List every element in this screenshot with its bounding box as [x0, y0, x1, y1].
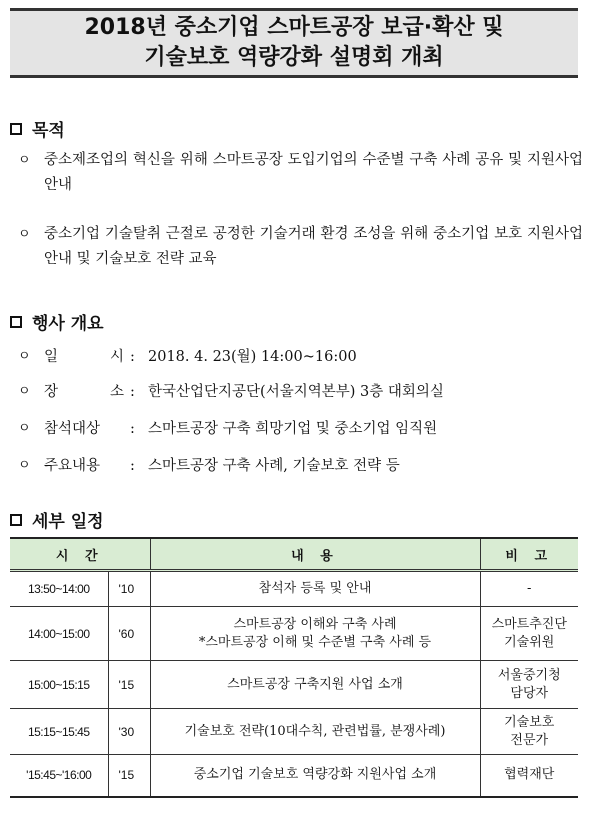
time-cell: 15:00~15:15: [10, 661, 108, 709]
table-row: [10, 709, 578, 755]
header-time: 시 간: [10, 538, 150, 571]
header-content: 내 용: [150, 538, 480, 571]
overview-item-attendees: ㅇ 참석대상 : 스마트공장 구축 희망기업 및 중소기업 임직원: [18, 417, 583, 441]
note-cell: 스마트추진단 기술위원: [480, 607, 578, 661]
time-cell: '15:45~'16:00: [10, 755, 108, 797]
content-cell: 참석자 등록 및 안내: [150, 571, 480, 607]
duration-cell: '30: [108, 709, 150, 755]
content-cell: 기술보호 전략(10대수칙, 관련법률, 분쟁사례): [150, 709, 480, 755]
time-cell: 15:15~15:45: [10, 709, 108, 755]
overview-item-place: ㅇ 장 소 : 한국산업단지공단(서울지역본부) 3층 대회의실: [18, 380, 583, 404]
duration-cell: '60: [108, 607, 150, 661]
title-line-1: 2018년 중소기업 스마트공장 보급·확산 및: [84, 15, 504, 40]
table-row: [10, 661, 578, 709]
bullet-icon: ㅇ: [18, 421, 31, 436]
time-cell: 14:00~15:00: [10, 607, 108, 661]
bullet-icon: ㅇ: [18, 349, 31, 364]
section-heading-purpose: 목적: [10, 116, 65, 141]
bullet-icon: ㅇ: [18, 227, 31, 242]
document-title-box: [10, 8, 578, 78]
bullet-icon: ㅇ: [18, 458, 31, 473]
duration-cell: '15: [108, 661, 150, 709]
schedule-table: [10, 537, 578, 798]
purpose-bullet-1: ㅇ 중소제조업의 혁신을 위해 스마트공장 도입기업의 수준별 구축 사례 공유 및 지원사업 안내: [18, 148, 583, 198]
bullet-icon: ㅇ: [18, 384, 31, 399]
checkbox-square-icon: [10, 123, 22, 135]
checkbox-square-icon: [10, 514, 22, 526]
overview-item-content: ㅇ 주요내용 : 스마트공장 구축 사례, 기술보호 전략 등: [18, 454, 583, 478]
note-cell: 기술보호 전문가: [480, 709, 578, 755]
time-cell: 13:50~14:00: [10, 571, 108, 607]
note-cell: 협력재단: [480, 755, 578, 797]
checkbox-square-icon: [10, 316, 22, 328]
note-cell: -: [480, 571, 578, 607]
schedule-header-row: [10, 538, 578, 571]
content-cell: 스마트공장 구축지원 사업 소개: [150, 661, 480, 709]
overview-item-date: ㅇ 일 시 : 2018. 4. 23(월) 14:00~16:00: [18, 345, 583, 369]
content-cell: 스마트공장 이해와 구축 사례 *스마트공장 이해 및 수준별 구축 사례 등: [150, 607, 480, 661]
header-note: 비 고: [480, 538, 578, 571]
table-row: [10, 607, 578, 661]
bullet-icon: ㅇ: [18, 153, 31, 168]
duration-cell: '10: [108, 571, 150, 607]
section-heading-overview: 행사 개요: [10, 309, 104, 334]
note-cell: 서울중기청 담당자: [480, 661, 578, 709]
purpose-bullet-2: ㅇ 중소기업 기술탈취 근절로 공정한 기술거래 환경 조성을 위해 중소기업 보호 지원사업 안내 및 기술보호 전략 교육: [18, 222, 583, 272]
duration-cell: '15: [108, 755, 150, 797]
table-row: [10, 571, 578, 607]
section-heading-schedule: 세부 일정: [10, 507, 104, 532]
content-cell: 중소기업 기술보호 역량강화 지원사업 소개: [150, 755, 480, 797]
table-row: [10, 755, 578, 797]
title-line-2: 기술보호 역량강화 설명회 개최: [144, 45, 444, 70]
